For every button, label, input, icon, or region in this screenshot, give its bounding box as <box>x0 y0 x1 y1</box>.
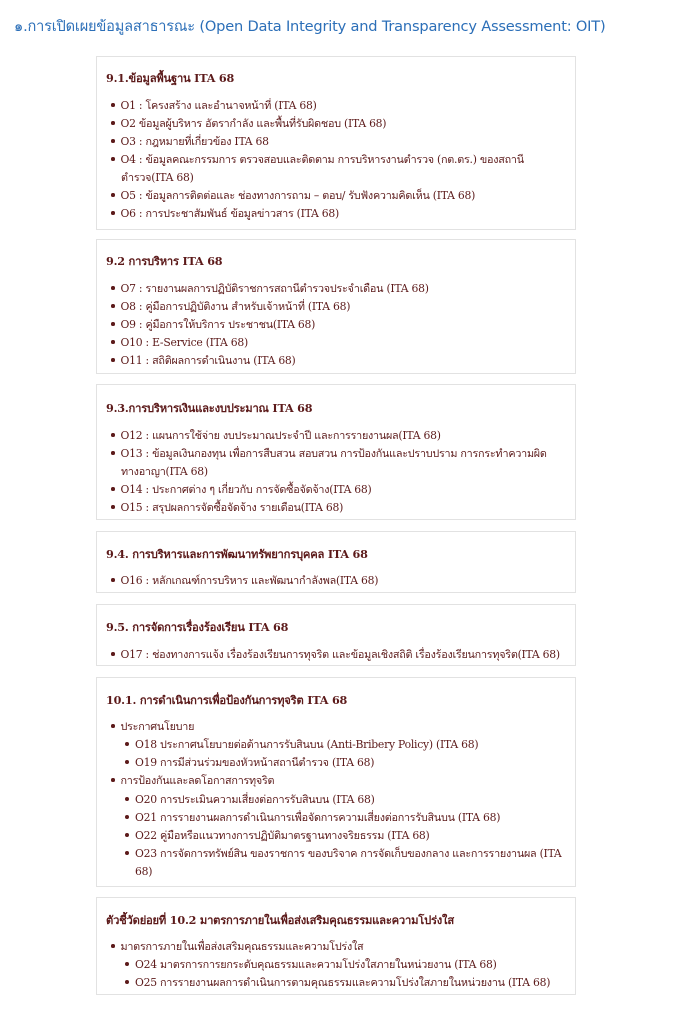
link-o4-continued[interactable]: ตำรวจ(ITA 68) <box>121 171 194 184</box>
link-o3[interactable]: O3 : กฎหมายที่เกี่ยวข้อง ITA 68 <box>111 133 269 151</box>
link-o25[interactable]: O25 การรายงานผลการดำเนินการตามคุณธรรมและความโปร่งใสภายในหน่วยงาน (ITA 68) <box>125 974 550 992</box>
link-o12[interactable]: O12 : แผนการใช้จ่าย งบประมาณประจำปี และการรายงานผล(ITA 68) <box>111 427 441 445</box>
section-title: ตัวชี้วัดย่อยที่ 10.2 มาตรการภายในเพื่อส่งเสริมคุณธรรมและความโปร่งใส <box>106 913 454 927</box>
bullet-icon <box>111 505 115 509</box>
link-o16[interactable]: O16 : หลักเกณฑ์การบริหาร และพัฒนากำลังพล(ITA 68) <box>111 572 378 590</box>
link-o9[interactable]: O9 : คู่มือการให้บริการ ประชาชน(ITA 68) <box>111 316 315 334</box>
bullet-icon <box>111 358 115 362</box>
link-o23[interactable]: O23 การจัดการทรัพย์สิน ของราชการ ของบริจาค การจัดเก็บของกลาง และการรายงานผล (ITA <box>125 845 561 863</box>
bullet-icon <box>111 652 115 656</box>
bullet-icon <box>111 724 115 728</box>
link-o21[interactable]: O21 การรายงานผลการดำเนินการเพื่อจัดการความเสี่ยงต่อการรับสินบน (ITA 68) <box>125 809 500 827</box>
link-o6[interactable]: O6 : การประชาสัมพันธ์ ข้อมูลข่าวสาร (ITA 68) <box>111 205 339 223</box>
link-o4[interactable]: O4 : ข้อมูลคณะกรรมการ ตรวจสอบและติดตาม การบริหารงานตำรวจ (กต.ตร.) ของสถานี <box>111 151 524 169</box>
link-o18[interactable]: O18 ประกาศนโยบายต่อต้านการรับสินบน (Anti-Bribery Policy) (ITA 68) <box>125 736 478 754</box>
bullet-icon <box>125 797 129 801</box>
bullet-icon <box>111 121 115 125</box>
bullet-icon <box>111 103 115 107</box>
group-internal-measures: มาตรการภายในเพื่อส่งเสริมคุณธรรมและความโปร่งใส <box>111 938 363 956</box>
link-o10[interactable]: O10 : E-Service (ITA 68) <box>111 334 248 352</box>
bullet-icon <box>125 833 129 837</box>
group-policy-announcement: ประกาศนโยบาย <box>111 718 194 736</box>
bullet-icon <box>125 962 129 966</box>
link-o20[interactable]: O20 การประเมินความเสี่ยงต่อการรับสินบน (ITA 68) <box>125 791 375 809</box>
bullet-icon <box>111 578 115 582</box>
bullet-icon <box>125 851 129 855</box>
bullet-icon <box>111 944 115 948</box>
bullet-icon <box>111 322 115 326</box>
link-o14[interactable]: O14 : ประกาศต่าง ๆ เกี่ยวกับ การจัดซื้อจัดจ้าง(ITA 68) <box>111 481 372 499</box>
bullet-icon <box>111 211 115 215</box>
page-title: ๑.การเปิดเผยข้อมูลสาธารณะ (Open Data Integrity and Transparency Assessment: OIT) <box>14 18 606 35</box>
link-o13-continued[interactable]: ทางอาญา(ITA 68) <box>121 465 208 478</box>
section-title: 9.1.ข้อมูลพื้นฐาน ITA 68 <box>106 71 235 85</box>
bullet-icon <box>111 451 115 455</box>
bullet-icon <box>125 760 129 764</box>
bullet-icon <box>125 742 129 746</box>
link-o24[interactable]: O24 มาตรการการยกระดับคุณธรรมและความโปร่งใสภายในหน่วยงาน (ITA 68) <box>125 956 497 974</box>
bullet-icon <box>111 433 115 437</box>
link-o11[interactable]: O11 : สถิติผลการดำเนินงาน (ITA 68) <box>111 352 296 370</box>
link-o7[interactable]: O7 : รายงานผลการปฏิบัติราชการสถานีตำรวจประจำเดือน (ITA 68) <box>111 280 429 298</box>
section-9-5 <box>96 604 576 666</box>
link-o8[interactable]: O8 : คู่มือการปฏิบัติงาน สำหรับเจ้าหน้าที่ (ITA 68) <box>111 298 350 316</box>
link-o17[interactable]: O17 : ช่องทางการแจ้ง เรื่องร้องเรียนการทุจริต และข้อมูลเชิงสถิติ เรื่องร้องเรียนการทุจริต(ITA 68) <box>111 646 560 664</box>
section-9-1 <box>96 56 576 230</box>
link-o2[interactable]: O2 ข้อมูลผู้บริหาร อัตรากำลัง และพื้นที่รับผิดชอบ (ITA 68) <box>111 115 386 133</box>
section-9-4 <box>96 531 576 593</box>
bullet-icon <box>111 487 115 491</box>
section-title: 9.3.การบริหารเงินและงบประมาณ ITA 68 <box>106 401 313 415</box>
section-title: 9.5. การจัดการเรื่องร้องเรียน ITA 68 <box>106 620 289 634</box>
section-9-2 <box>96 239 576 374</box>
section-10-2 <box>96 897 576 995</box>
section-title: 9.4. การบริหารและการพัฒนาทรัพยากรบุคคล ITA 68 <box>106 547 368 561</box>
bullet-icon <box>125 815 129 819</box>
bullet-icon <box>125 980 129 984</box>
bullet-icon <box>111 193 115 197</box>
link-o5[interactable]: O5 : ข้อมูลการติดต่อและ ช่องทางการถาม – ตอบ/ รับฟังความคิดเห็น (ITA 68) <box>111 187 475 205</box>
link-o19[interactable]: O19 การมีส่วนร่วมของหัวหน้าสถานีตำรวจ (ITA 68) <box>125 754 374 772</box>
group-corruption-prevention: การป้องกันและลดโอกาสการทุจริต <box>111 772 274 790</box>
bullet-icon <box>111 304 115 308</box>
section-title: 10.1. การดำเนินการเพื่อป้องกันการทุจริต ITA 68 <box>106 693 348 707</box>
link-o13[interactable]: O13 : ข้อมูลเงินกองทุน เพื่อการสืบสวน สอบสวน การป้องกันและปราบปราม การกระทำความผิด <box>111 445 547 463</box>
bullet-icon <box>111 139 115 143</box>
bullet-icon <box>111 286 115 290</box>
section-title: 9.2 การบริหาร ITA 68 <box>106 254 223 268</box>
bullet-icon <box>111 157 115 161</box>
link-o23-continued[interactable]: 68) <box>135 865 153 878</box>
section-9-3 <box>96 384 576 520</box>
link-o15[interactable]: O15 : สรุปผลการจัดซื้อจัดจ้าง รายเดือน(ITA 68) <box>111 499 343 517</box>
section-10-1 <box>96 677 576 887</box>
bullet-icon <box>111 340 115 344</box>
link-o1[interactable]: O1 : โครงสร้าง และอำนาจหน้าที่ (ITA 68) <box>111 97 317 115</box>
bullet-icon <box>111 778 115 782</box>
link-o22[interactable]: O22 คู่มือหรือแนวทางการปฏิบัติมาตรฐานทางจริยธรรม (ITA 68) <box>125 827 430 845</box>
